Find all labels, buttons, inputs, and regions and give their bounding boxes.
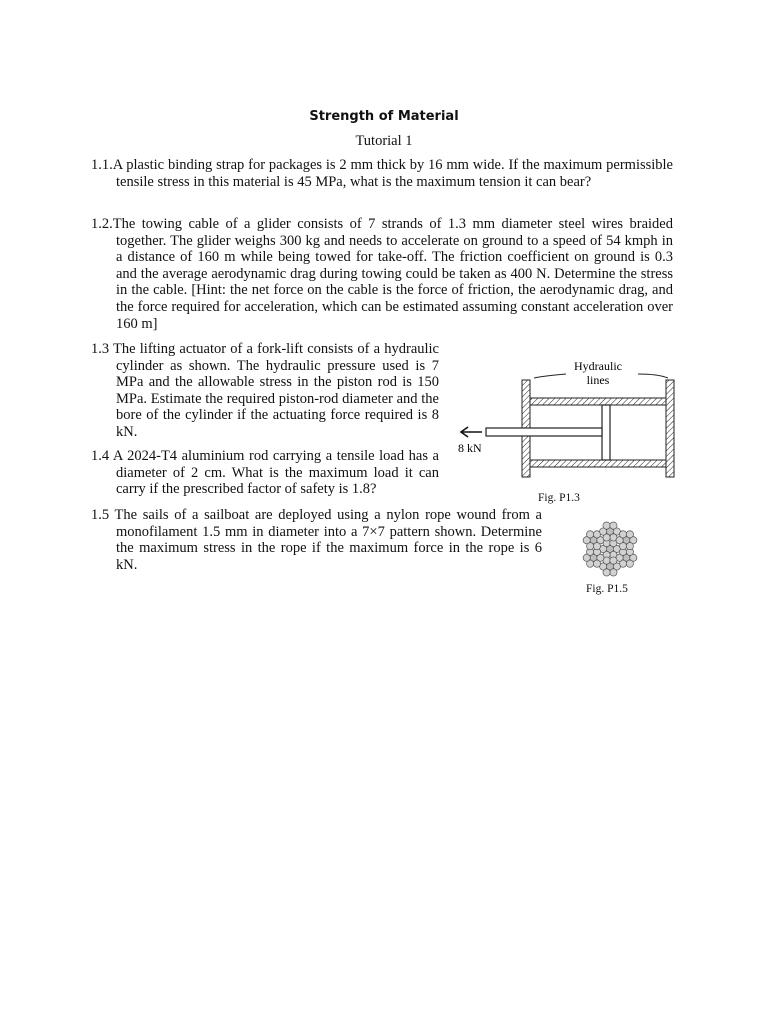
problem-1-3: 1.3 The lifting actuator of a fork-lift consists of a hydraulic cylinder as shown. The hydraulic pressure used is 7 MPa and the allowable stress in the piston rod is 150 MPa. Estimate the required piston-rod diameter and the bore of the cylinder if the actuating force required is 8 kN. [91, 341, 439, 440]
problem-1-5: 1.5 The sails of a sailboat are deployed using a nylon rope wound from a monofilament 1.5 mm in diameter into a 7×7 pattern shown. Determine the maximum stress in the rope if the maximum force in the rope is 6 kN. [91, 507, 542, 573]
figure-caption-p1-3: Fig. P1.3 [538, 492, 580, 504]
rope-wire [587, 531, 594, 538]
rope-cross-section-figure [570, 518, 650, 580]
problem-1-4: 1.4 A 2024-T4 aluminium rod carrying a tensile load has a diameter of 2 cm. What is the maximum load it can carry if the prescribed factor of safety is 1.8? [91, 448, 439, 498]
rope-wire [626, 560, 633, 567]
hydraulic-label-line1: Hydraulic [574, 359, 622, 373]
page-subtitle: Tutorial 1 [355, 133, 413, 149]
hydraulic-label-line2: lines [586, 373, 610, 387]
force-label: 8 kN [458, 441, 482, 455]
rope-wire [593, 560, 600, 567]
problem-1-1: 1.1.A plastic binding strap for packages is 2 mm thick by 16 mm wide. If the maximum permissible tensile stress in this material is 45 MPa, what is the maximum tension it can bear? [91, 157, 673, 190]
rope-wire [603, 522, 610, 529]
page-title: Strength of Material [309, 109, 459, 124]
rope-wire [593, 543, 600, 550]
figure-caption-p1-5: Fig. P1.5 [586, 583, 628, 595]
rope-wire [626, 543, 633, 550]
problem-1-2: 1.2.The towing cable of a glider consists of 7 strands of 1.3 mm diameter steel wires braided together. The glider weighs 300 kg and needs to accelerate on ground to a speed of 54 kmph in a distance of 160 m while being towed for take-off. The friction coefficient on ground is 0.3 and the average aerodynamic drag during towing could be taken as 400 N. Determine the stress in the cable. [Hint: the net force on the cable is the force of friction, the aerodynamic drag, and the force required for acceleration, which can be estimated assuming constant acceleration over 160 m] [91, 216, 673, 332]
rope-wire [610, 522, 617, 529]
hydraulic-cylinder-figure [448, 352, 688, 512]
rope-wire [626, 531, 633, 538]
rope-wire [610, 569, 617, 576]
rope-wire [619, 531, 626, 538]
rope-wire [610, 557, 617, 564]
